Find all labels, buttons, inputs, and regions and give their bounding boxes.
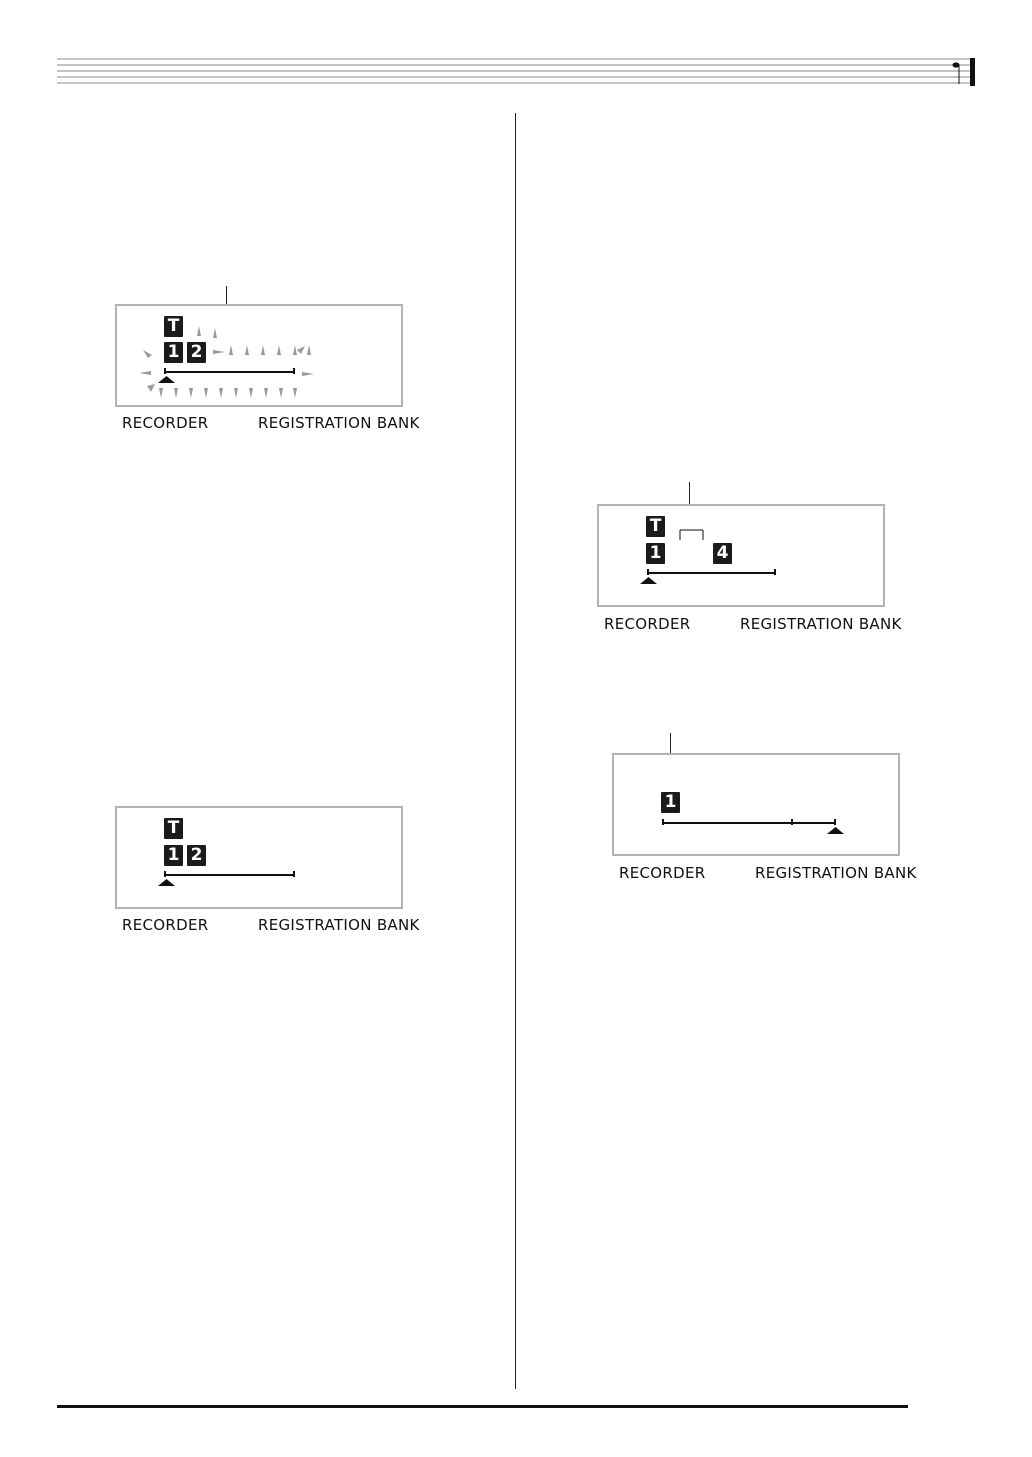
glyph-digit-1: 1	[661, 792, 680, 813]
bracket-callout	[680, 530, 703, 540]
triangle-up-icon	[158, 376, 175, 383]
triangle-up-icon	[158, 879, 175, 886]
glyph-digit-2: 2	[187, 845, 206, 866]
triangle-up-icon	[827, 827, 844, 834]
caption-recorder: RECORDER	[619, 864, 706, 882]
footer-rule	[57, 1405, 908, 1408]
music-note-icon	[953, 62, 960, 84]
track-bar	[165, 871, 295, 877]
caption-recorder: RECORDER	[122, 414, 209, 432]
flashing-rays-icon	[117, 306, 405, 409]
track-bar	[165, 368, 295, 374]
glyph-digit-1: 1	[164, 845, 183, 866]
glyph-digit-2: 2	[187, 342, 206, 363]
caption-recorder: RECORDER	[122, 916, 209, 934]
caption-registration-bank: REGISTRATION BANK	[740, 615, 902, 633]
lcd-display-2	[115, 806, 403, 909]
track-bar	[663, 819, 836, 825]
glyph-digit-4: 4	[713, 543, 732, 564]
column-divider	[515, 113, 516, 1389]
glyph-track-t: T	[646, 516, 665, 537]
caption-registration-bank: REGISTRATION BANK	[755, 864, 917, 882]
lcd-display-3	[597, 504, 885, 607]
lcd-display-4	[612, 753, 900, 856]
glyph-digit-1: 1	[164, 342, 183, 363]
caption-registration-bank: REGISTRATION BANK	[258, 916, 420, 934]
triangle-up-icon	[640, 577, 657, 584]
lcd-display-1	[115, 304, 403, 407]
glyph-digit-1: 1	[646, 543, 665, 564]
caption-registration-bank: REGISTRATION BANK	[258, 414, 420, 432]
glyph-track-t: T	[164, 818, 183, 839]
header-staff-icon	[57, 58, 975, 86]
caption-recorder: RECORDER	[604, 615, 691, 633]
glyph-track-t: T	[164, 316, 183, 337]
track-bar	[648, 569, 776, 575]
